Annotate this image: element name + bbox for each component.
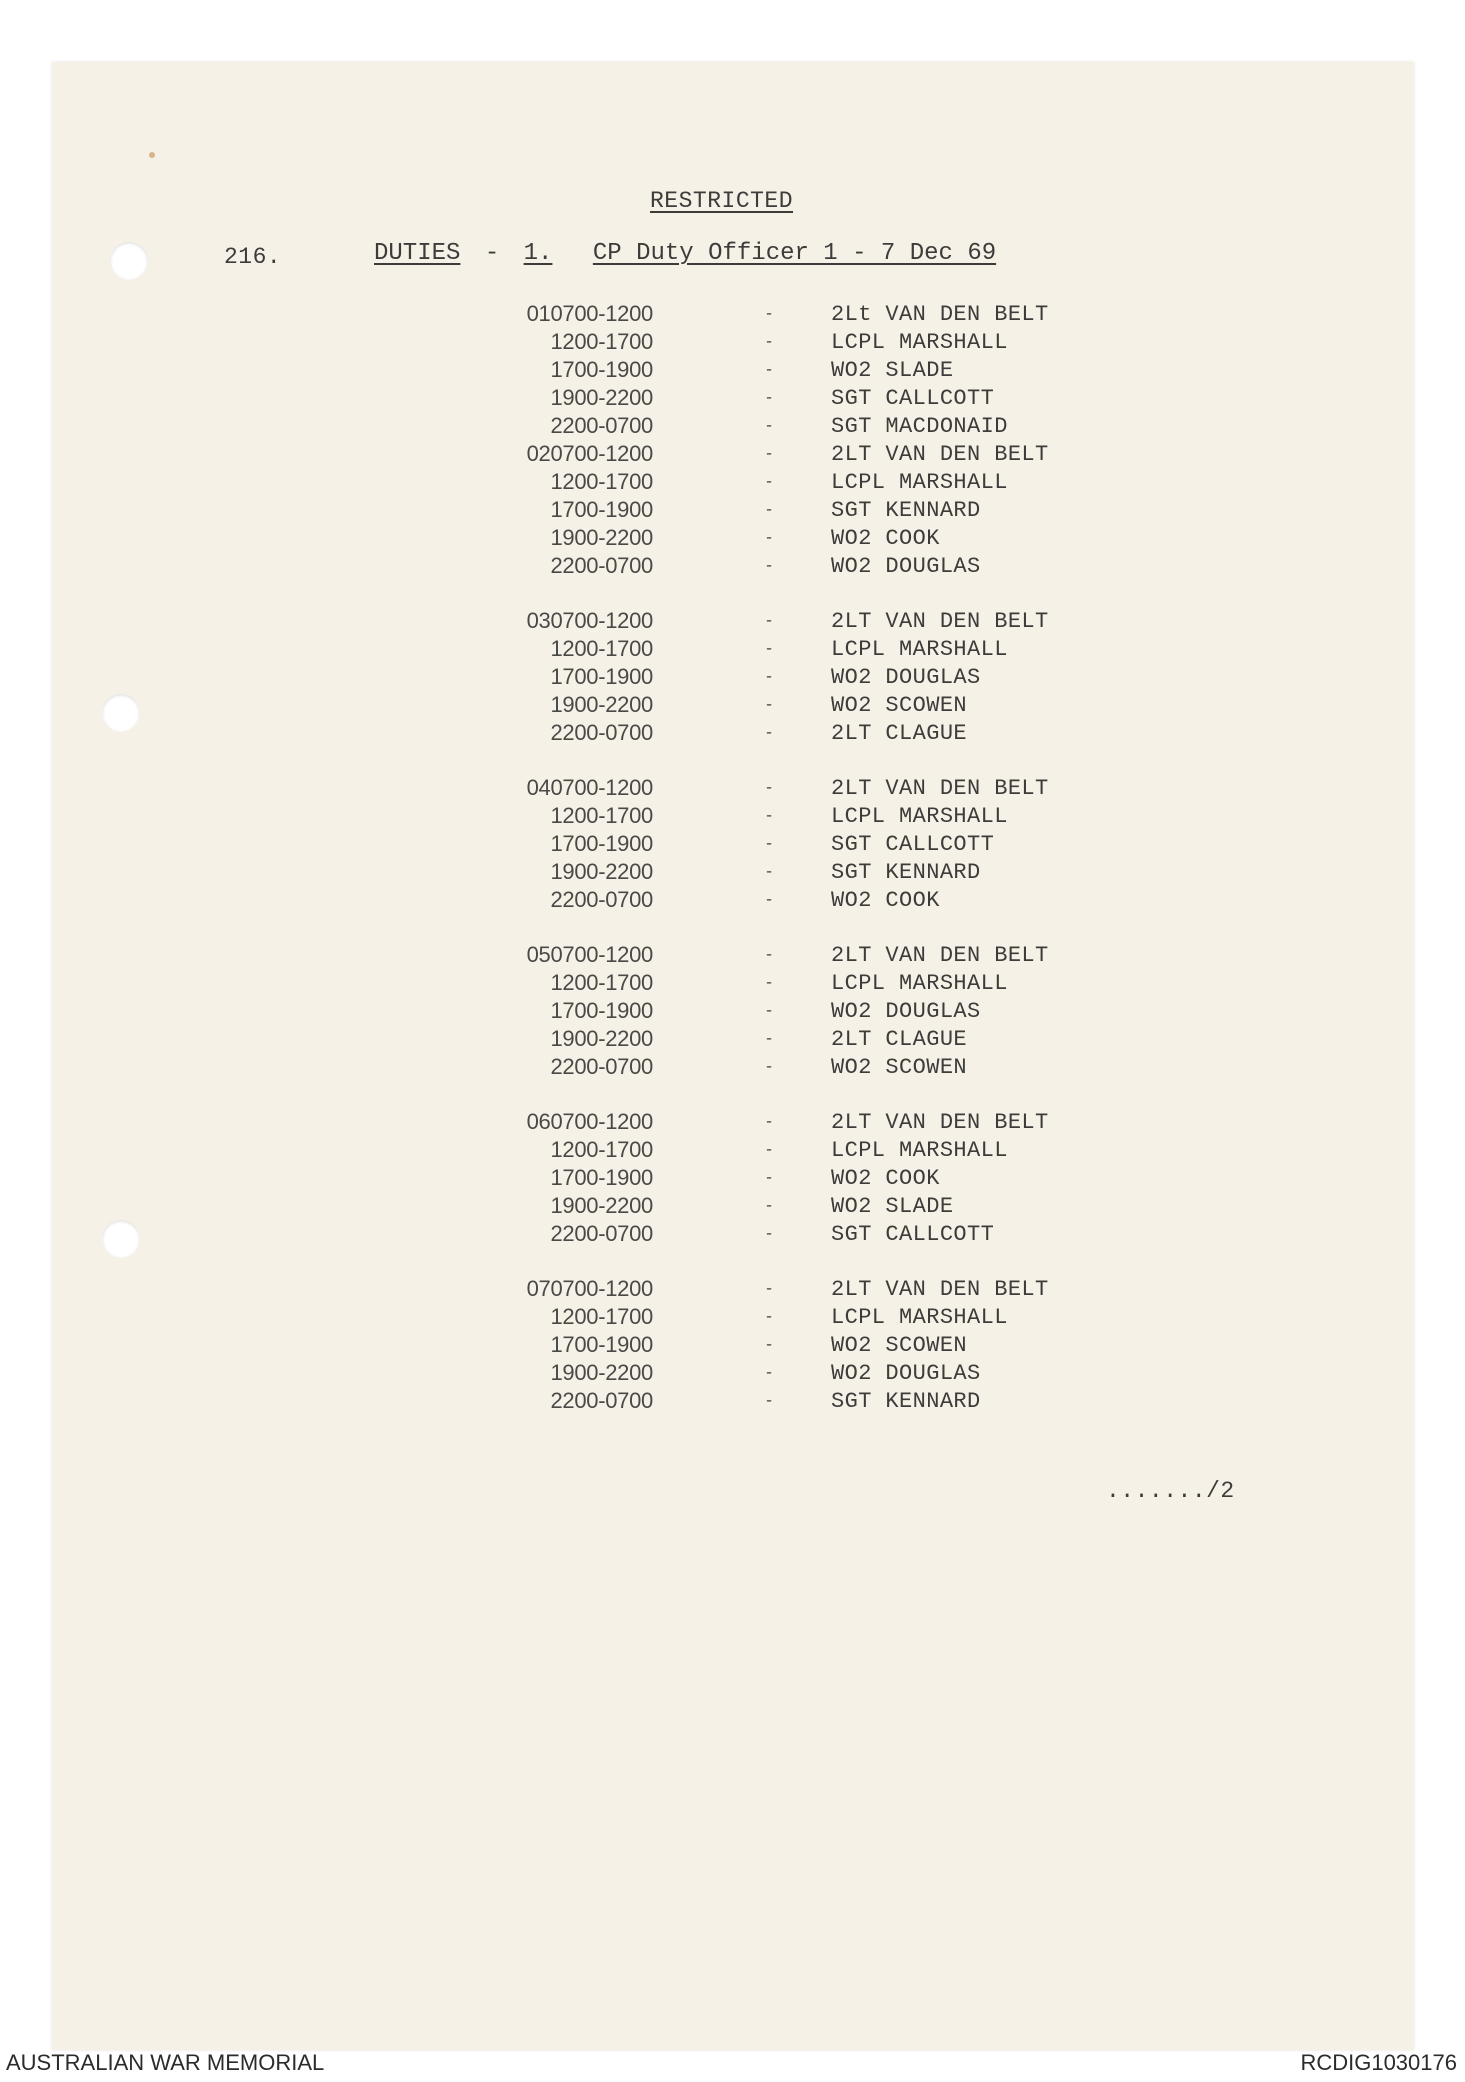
duty-time: 1700-1900 [550,831,653,856]
duty-row [400,496,1100,524]
duty-time: 010700-1200 [526,301,653,326]
duty-time: 1900-2200 [550,1360,653,1385]
duty-name: 2LT VAN DEN BELT [831,441,1049,467]
duty-time: 1900-2200 [550,1026,653,1051]
duty-name: WO2 COOK [831,525,940,551]
duty-name: SGT KENNARD [831,497,981,523]
duty-dash: - [764,389,774,407]
duty-dash: - [764,1392,774,1410]
duty-name: 2LT CLAGUE [831,720,968,746]
duty-name: 2Lt VAN DEN BELT [831,301,1049,327]
duty-time: 2200-0700 [550,887,653,912]
duty-time: 1900-2200 [550,385,653,410]
heading-title: CP Duty Officer 1 - 7 Dec 69 [592,240,997,267]
duty-dash: - [764,891,774,909]
duty-row [400,1303,1100,1331]
duty-name: LCPL MARSHALL [831,329,1008,355]
duty-name: WO2 SCOWEN [831,1332,968,1358]
duty-time: 1900-2200 [550,692,653,717]
duty-row [400,524,1100,552]
duty-time: 2200-0700 [550,553,653,578]
duty-row [400,858,1100,886]
duty-time: 2200-0700 [550,1221,653,1246]
punch-hole-middle [102,694,140,732]
duty-row [400,691,1100,719]
duty-dash: - [764,417,774,435]
duty-dash: - [764,724,774,742]
duty-row [400,802,1100,830]
duty-row [400,300,1100,328]
duty-dash: - [764,974,774,992]
duty-name: 2LT VAN DEN BELT [831,1109,1049,1135]
footer-archive-credit: AUSTRALIAN WAR MEMORIAL [6,2050,325,2075]
duty-row [400,1136,1100,1164]
duty-row [400,830,1100,858]
duty-name: WO2 SCOWEN [831,1054,968,1080]
duty-time: 070700-1200 [526,1276,653,1301]
duty-dash: - [764,668,774,686]
duty-dash: - [764,1308,774,1326]
duty-dash: - [764,1002,774,1020]
duty-row [400,719,1100,747]
classification-marking: RESTRICTED [650,188,794,214]
duty-time: 060700-1200 [526,1109,653,1134]
duty-dash: - [764,863,774,881]
duty-name: SGT CALLCOTT [831,1221,995,1247]
duty-time: 1900-2200 [550,859,653,884]
footer-record-id: RCDIG1030176 [1300,2050,1457,2075]
duty-row [400,969,1100,997]
duty-dash: - [764,696,774,714]
duty-name: WO2 SLADE [831,357,954,383]
duty-row [400,1359,1100,1387]
duty-time: 2200-0700 [550,720,653,745]
heading-section: DUTIES [374,240,461,267]
duty-dash: - [764,779,774,797]
duty-row [400,356,1100,384]
duty-name: WO2 DOUGLAS [831,1360,981,1386]
duty-time: 1200-1700 [550,1137,653,1162]
paper-stain [149,152,155,158]
duty-dash: - [764,1197,774,1215]
duty-time: 1200-1700 [550,803,653,828]
duty-row [400,774,1100,802]
duty-dash: - [764,1364,774,1382]
heading-item-number: 1. [523,240,553,267]
duty-dash: - [764,1336,774,1354]
day-group [400,941,1100,1081]
duty-time: 1700-1900 [550,1165,653,1190]
duty-dash: - [764,445,774,463]
duty-name: 2LT VAN DEN BELT [831,608,1049,634]
duty-dash: - [764,501,774,519]
punch-hole-top [110,242,148,280]
duty-row [400,468,1100,496]
duty-name: WO2 COOK [831,1165,940,1191]
duty-dash: - [764,1141,774,1159]
duty-name: WO2 SCOWEN [831,692,968,718]
duty-name: LCPL MARSHALL [831,1137,1008,1163]
day-group [400,774,1100,914]
duty-row [400,384,1100,412]
duty-time: 2200-0700 [550,413,653,438]
duty-time: 1900-2200 [550,525,653,550]
duty-time: 040700-1200 [526,775,653,800]
duty-time: 1700-1900 [550,998,653,1023]
duty-dash: - [764,1058,774,1076]
duty-dash: - [764,1030,774,1048]
duty-dash: - [764,557,774,575]
duty-row [400,552,1100,580]
duty-name: 2LT CLAGUE [831,1026,968,1052]
duty-name: LCPL MARSHALL [831,803,1008,829]
duty-dash: - [764,361,774,379]
duty-row [400,1331,1100,1359]
duty-dash: - [764,1280,774,1298]
day-group [400,607,1100,747]
duty-name: WO2 SLADE [831,1193,954,1219]
duty-time: 2200-0700 [550,1054,653,1079]
heading-separator: - [484,240,500,267]
duty-time: 1700-1900 [550,497,653,522]
duty-name: LCPL MARSHALL [831,970,1008,996]
duty-name: WO2 DOUGLAS [831,998,981,1024]
day-group [400,1108,1100,1248]
punch-hole-bottom [102,1220,140,1258]
duty-dash: - [764,807,774,825]
duty-time: 1200-1700 [550,970,653,995]
duty-dash: - [764,1113,774,1131]
duty-name: LCPL MARSHALL [831,1304,1008,1330]
duty-row [400,941,1100,969]
duty-row [400,440,1100,468]
duty-row [400,1025,1100,1053]
duty-dash: - [764,333,774,351]
duty-time: 020700-1200 [526,441,653,466]
duties-heading [374,240,996,267]
day-group [400,1275,1100,1415]
duty-time: 1700-1900 [550,1332,653,1357]
duty-dash: - [764,640,774,658]
duty-dash: - [764,473,774,491]
duty-row [400,886,1100,914]
duty-time: 1200-1700 [550,469,653,494]
duty-name: 2LT VAN DEN BELT [831,1276,1049,1302]
duty-name: WO2 DOUGLAS [831,664,981,690]
duty-name: SGT CALLCOTT [831,831,995,857]
duty-row [400,1275,1100,1303]
duty-row [400,1192,1100,1220]
paragraph-number: 216. [224,244,282,270]
duty-row [400,1164,1100,1192]
duty-dash: - [764,305,774,323]
duty-name: WO2 COOK [831,887,940,913]
duty-dash: - [764,612,774,630]
duty-time: 050700-1200 [526,942,653,967]
duty-row [400,412,1100,440]
duty-name: WO2 DOUGLAS [831,553,981,579]
duty-name: SGT KENNARD [831,1388,981,1414]
duty-schedule [400,300,1100,1442]
duty-dash: - [764,946,774,964]
duty-row [400,1053,1100,1081]
duty-name: SGT MACDONAID [831,413,1008,439]
duty-row [400,997,1100,1025]
duty-row [400,607,1100,635]
duty-row [400,1220,1100,1248]
duty-time: 1700-1900 [550,664,653,689]
duty-dash: - [764,1225,774,1243]
duty-name: LCPL MARSHALL [831,469,1008,495]
duty-row [400,328,1100,356]
duty-time: 1700-1900 [550,357,653,382]
duty-row [400,663,1100,691]
duty-time: 1200-1700 [550,636,653,661]
duty-name: LCPL MARSHALL [831,636,1008,662]
duty-dash: - [764,1169,774,1187]
duty-name: 2LT VAN DEN BELT [831,942,1049,968]
duty-name: 2LT VAN DEN BELT [831,775,1049,801]
duty-row [400,1387,1100,1415]
duty-time: 2200-0700 [550,1388,653,1413]
duty-time: 1200-1700 [550,329,653,354]
duty-row [400,1108,1100,1136]
duty-time: 1900-2200 [550,1193,653,1218]
duty-row [400,635,1100,663]
continuation-marker: ......./2 [1106,1478,1235,1504]
duty-dash: - [764,529,774,547]
duty-time: 030700-1200 [526,608,653,633]
day-group [400,300,1100,580]
duty-name: SGT CALLCOTT [831,385,995,411]
duty-time: 1200-1700 [550,1304,653,1329]
duty-dash: - [764,835,774,853]
duty-name: SGT KENNARD [831,859,981,885]
